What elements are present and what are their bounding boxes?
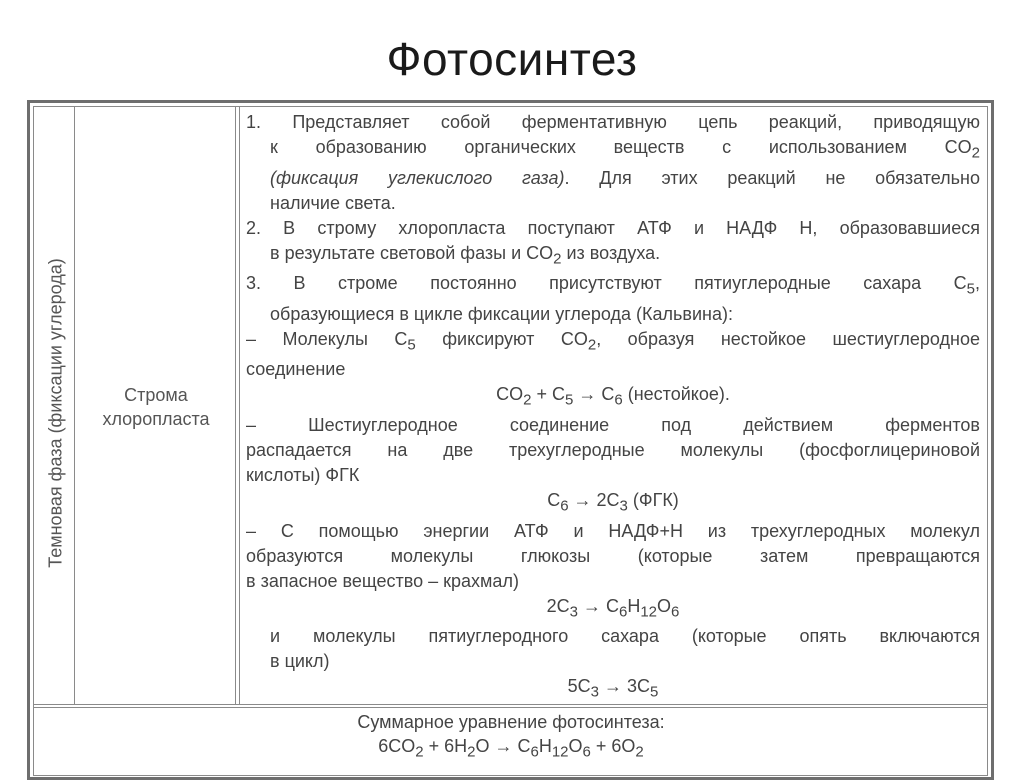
text-line: образующиеся в цикле фиксации углерода (Кальвина): <box>270 303 733 324</box>
text-line: 2. В строму хлоропласта поступают АТФ и НАДФ Н, образовавшиеся <box>246 217 980 238</box>
summary-equation: $6CO_2 + 6H_2O \to C_6H_{12}O_6 + 6O_2$ <box>378 736 644 761</box>
column-divider-1 <box>74 106 75 704</box>
equation: $2C_3 \to C_6H_{12}O_6$ <box>546 595 680 621</box>
text-line: кислоты) ФГК <box>246 464 360 485</box>
location-line-1: Строма <box>124 385 188 405</box>
page-title: Фотосинтез <box>386 33 638 85</box>
text-line: и молекулы пятиуглеродного сахара (которые опять включаются <box>270 626 980 647</box>
text-line: в цикл) <box>270 651 330 672</box>
summary-label: Суммарное уравнение фотосинтеза: <box>357 712 665 732</box>
text-line: к образованию органических веществ с использованием $CO_2$ <box>270 137 980 162</box>
text-line: – С помощью энергии АТФ и НАДФ+Н из трехуглеродных молекул <box>246 520 980 541</box>
text-line: образуются молекулы глюкозы (которые затем превращаются <box>246 545 980 566</box>
location-cell <box>78 383 234 431</box>
phase-label: Темновая фаза (фиксации углерода) <box>45 258 66 568</box>
column-divider-2 <box>235 106 236 704</box>
text-line: соединение <box>246 359 346 380</box>
equation: $5C_3 \to 3C_5$ <box>567 676 659 701</box>
text-line: (фиксация углекислого газа). Для этих реакций не обязательно <box>270 167 980 188</box>
row-divider-2 <box>33 707 988 708</box>
location-line-2: хлоропласта <box>102 409 210 429</box>
text-line: 3. В строме постоянно присутствуют пятиуглеродные сахара $C_5$, <box>246 273 980 298</box>
summary-cell <box>36 710 986 765</box>
text-line: наличие света. <box>270 192 396 213</box>
equation: $CO_2 + C_5 \to C_6$ (нестойкое). <box>496 384 730 409</box>
description-cell <box>246 110 980 705</box>
text-line: в запасное вещество – крахмал) <box>246 570 519 591</box>
column-divider-3 <box>239 106 240 704</box>
text-line: 1. Представляет собой ферментативную цепь реакций, приводящую <box>246 112 980 132</box>
text-line: в результате световой фазы и $CO_2$ из воздуха. <box>270 242 661 268</box>
equation: $C_6 \to 2C_3$ (ФГК) <box>547 489 679 515</box>
text-line: – Шестиуглеродное соединение под действием ферментов <box>246 414 980 435</box>
text-line: – Молекулы $C_5$ фиксируют $CO_2$, образуя нестойкое шестиуглеродное <box>246 328 981 354</box>
text-line: распадается на две трехуглеродные молекулы (фосфоглицериновой <box>246 439 980 460</box>
